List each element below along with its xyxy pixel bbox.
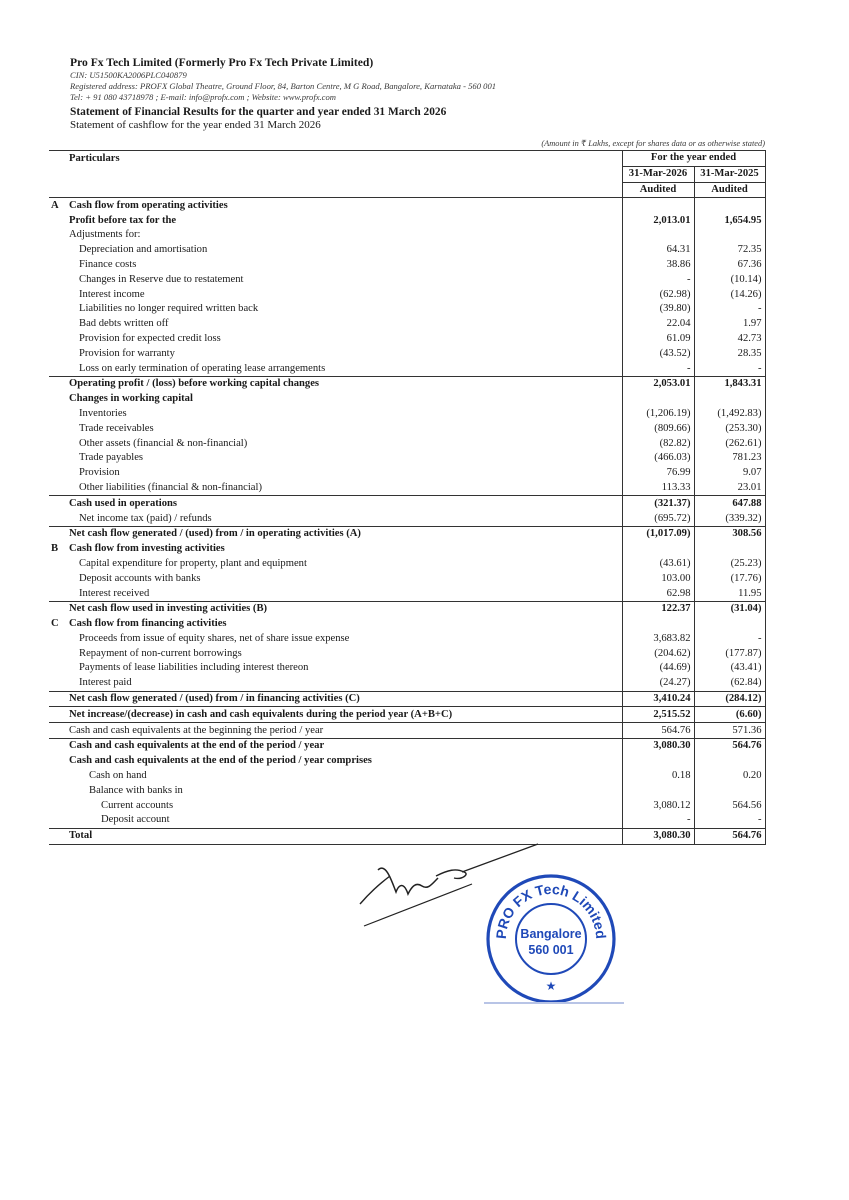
row-label: Loss on early termination of operating lease arrangements <box>79 362 326 374</box>
value-2026: 3,080.30 <box>622 739 694 754</box>
table-row <box>49 646 765 661</box>
table-row <box>49 691 765 707</box>
section-letter <box>49 287 67 302</box>
section-letter: C <box>51 618 59 630</box>
section-letter <box>49 421 67 436</box>
value-2026: (62.98) <box>622 287 694 302</box>
value-2025: 647.88 <box>694 496 765 511</box>
row-label: Cash and cash equivalents at the end of the period / year <box>67 739 622 754</box>
col2-status-header: Audited <box>694 182 765 198</box>
value-2026: (466.03) <box>622 451 694 466</box>
section-letter <box>49 646 67 661</box>
row-label: Interest paid <box>79 677 132 689</box>
table-row <box>49 571 765 586</box>
company-stamp <box>484 872 618 1006</box>
value-2025: 308.56 <box>694 526 765 541</box>
row-label: Net cash flow generated / (used) from / in operating activities (A) <box>67 526 622 541</box>
value-2026 <box>622 783 694 798</box>
row-label: Cash flow from financing activities <box>69 618 227 630</box>
table-row <box>49 272 765 287</box>
table-row <box>49 332 765 347</box>
value-2025: (43.41) <box>694 661 765 676</box>
section-letter <box>49 511 67 526</box>
table-row <box>49 451 765 466</box>
value-2026 <box>622 198 694 213</box>
value-2025 <box>694 198 765 213</box>
stamp-ring-text: PRO FX Tech Limited <box>492 880 610 940</box>
value-2026: (24.27) <box>622 676 694 691</box>
value-2026 <box>622 754 694 769</box>
row-label: Interest income <box>79 288 145 300</box>
table-status-row <box>49 182 765 198</box>
table-row <box>49 392 765 407</box>
row-label: Changes in working capital <box>69 393 193 405</box>
value-2025: 571.36 <box>694 723 765 739</box>
table-row <box>49 258 765 273</box>
row-label: Deposit account <box>101 814 170 826</box>
table-row <box>49 754 765 769</box>
value-2026: 564.76 <box>622 723 694 739</box>
cin-number: CIN: U51500KA2006PLC040879 <box>70 70 187 80</box>
col2-date-header: 31-Mar-2025 <box>694 166 765 182</box>
table-row <box>49 228 765 243</box>
value-2025: 1,843.31 <box>694 376 765 391</box>
value-2026: (1,206.19) <box>622 407 694 422</box>
table-row <box>49 617 765 632</box>
table-row <box>49 586 765 601</box>
value-2026: 3,683.82 <box>622 632 694 647</box>
value-2026: 64.31 <box>622 243 694 258</box>
value-2025: (14.26) <box>694 287 765 302</box>
stamp-pin: 560 001 <box>528 943 574 957</box>
value-2026: (44.69) <box>622 661 694 676</box>
value-2026: 2,053.01 <box>622 376 694 391</box>
value-2026: (82.82) <box>622 436 694 451</box>
value-2026: 103.00 <box>622 571 694 586</box>
section-letter <box>49 813 67 828</box>
value-2025: (25.23) <box>694 557 765 572</box>
row-label: Deposit accounts with banks <box>79 572 201 584</box>
value-2025: (339.32) <box>694 511 765 526</box>
value-2025: 23.01 <box>694 481 765 496</box>
table-row <box>49 676 765 691</box>
value-2025: (253.30) <box>694 421 765 436</box>
row-label: Finance costs <box>79 258 137 270</box>
value-2026: 38.86 <box>622 258 694 273</box>
value-2025: 28.35 <box>694 346 765 361</box>
table-row <box>49 557 765 572</box>
row-label: Payments of lease liabilities including interest thereon <box>79 662 309 674</box>
section-letter <box>49 676 67 691</box>
value-2025: 564.56 <box>694 798 765 813</box>
section-letter <box>49 376 67 391</box>
row-label: Net income tax (paid) / refunds <box>79 512 212 524</box>
value-2026: - <box>622 361 694 376</box>
section-letter <box>49 571 67 586</box>
value-2025: (62.84) <box>694 676 765 691</box>
table-row <box>49 361 765 376</box>
table-row <box>49 632 765 647</box>
section-letter <box>49 436 67 451</box>
value-2025: 42.73 <box>694 332 765 347</box>
stamp-star-icon: ★ <box>545 979 557 993</box>
cashflow-table-body <box>49 198 765 844</box>
section-letter <box>49 557 67 572</box>
section-letter: B <box>51 543 59 555</box>
col1-status-header: Audited <box>622 182 694 198</box>
section-letter <box>49 302 67 317</box>
value-2025: 564.76 <box>694 828 765 844</box>
table-row <box>49 346 765 361</box>
value-2026: (1,017.09) <box>622 526 694 541</box>
value-2026: (43.52) <box>622 346 694 361</box>
statement-title: Statement of Financial Results for the quarter and year ended 31 March 2026 <box>70 105 447 118</box>
section-letter <box>49 272 67 287</box>
table-row <box>49 798 765 813</box>
section-letter <box>49 691 67 707</box>
section-letter <box>49 601 67 616</box>
value-2026: - <box>622 272 694 287</box>
value-2025: (262.61) <box>694 436 765 451</box>
value-2026: 113.33 <box>622 481 694 496</box>
row-label: Cash flow from investing activities <box>69 543 225 555</box>
section-letter <box>49 407 67 422</box>
row-label: Cash and cash equivalents at the end of the period / year comprises <box>69 755 372 767</box>
section-letter <box>49 828 67 844</box>
value-2026: 0.18 <box>622 769 694 784</box>
table-row <box>49 739 765 754</box>
value-2025 <box>694 783 765 798</box>
table-row <box>49 243 765 258</box>
value-2026: 2,013.01 <box>622 213 694 228</box>
section-letter <box>49 317 67 332</box>
stamp-city: Bangalore <box>520 927 582 941</box>
row-label: Liabilities no longer required written back <box>79 303 259 315</box>
value-2025: 72.35 <box>694 243 765 258</box>
table-row <box>49 287 765 302</box>
section-letter <box>49 258 67 273</box>
section-letter <box>49 526 67 541</box>
row-label: Cash and cash equivalents at the beginning the period / year <box>67 723 622 739</box>
row-label: Proceeds from issue of equity shares, net of share issue expense <box>79 632 350 644</box>
value-2026: 61.09 <box>622 332 694 347</box>
value-2026: (204.62) <box>622 646 694 661</box>
table-row <box>49 707 765 723</box>
table-row <box>49 661 765 676</box>
table-row <box>49 317 765 332</box>
registered-address: Registered address: PROFX Global Theatre, Ground Floor, 84, Barton Centre, M G Road, Bangalore, Karnataka - 560 001 <box>70 81 497 92</box>
row-label: Cash flow from operating activities <box>69 199 228 211</box>
row-label: Capital expenditure for property, plant and equipment <box>79 557 307 569</box>
section-letter <box>49 754 67 769</box>
table-date-row <box>49 166 765 182</box>
value-2025: 781.23 <box>694 451 765 466</box>
table-row <box>49 542 765 557</box>
table-row <box>49 466 765 481</box>
section-letter <box>49 392 67 407</box>
value-2026: 122.37 <box>622 601 694 616</box>
value-2025 <box>694 754 765 769</box>
value-2025: 9.07 <box>694 466 765 481</box>
row-label: Cash on hand <box>89 770 147 782</box>
table-row <box>49 496 765 511</box>
value-2026: 22.04 <box>622 317 694 332</box>
value-2025: (31.04) <box>694 601 765 616</box>
value-2025: 11.95 <box>694 586 765 601</box>
amount-units-note: (Amount in ₹ Lakhs, except for shares data or as otherwise stated) <box>541 139 765 148</box>
section-letter <box>49 661 67 676</box>
row-label: Trade receivables <box>79 422 154 434</box>
row-label: Adjustments for: <box>69 229 141 241</box>
row-label: Cash used in operations <box>67 496 622 511</box>
section-letter <box>49 481 67 496</box>
value-2025: (6.60) <box>694 707 765 723</box>
value-2026: 62.98 <box>622 586 694 601</box>
value-2026: (43.61) <box>622 557 694 572</box>
statement-subtitle: Statement of cashflow for the year ended 31 March 2026 <box>70 118 321 131</box>
value-2026: (809.66) <box>622 421 694 436</box>
value-2026: (695.72) <box>622 511 694 526</box>
table-row <box>49 376 765 391</box>
table-row <box>49 481 765 496</box>
value-2026 <box>622 228 694 243</box>
row-label: Current accounts <box>101 799 174 811</box>
table-row <box>49 213 765 228</box>
row-label: Depreciation and amortisation <box>79 244 208 256</box>
value-2026: 2,515.52 <box>622 707 694 723</box>
section-letter <box>49 228 67 243</box>
value-2025 <box>694 542 765 557</box>
contact-details: Tel: + 91 080 43718978 ; E-mail: info@profx.com ; Website: www.profx.com <box>70 92 337 103</box>
row-label: Provision <box>79 467 120 479</box>
table-row <box>49 436 765 451</box>
value-2025: (284.12) <box>694 691 765 707</box>
row-label: Total <box>67 828 622 844</box>
value-2025: - <box>694 361 765 376</box>
table-row <box>49 769 765 784</box>
row-label: Other assets (financial & non-financial) <box>79 437 248 449</box>
section-letter <box>49 798 67 813</box>
value-2026: 3,080.30 <box>622 828 694 844</box>
table-row <box>49 601 765 616</box>
value-2025: (10.14) <box>694 272 765 287</box>
row-label: Trade payables <box>79 452 144 464</box>
value-2026: 3,410.24 <box>622 691 694 707</box>
value-2025 <box>694 617 765 632</box>
row-label: Provision for expected credit loss <box>79 332 221 344</box>
value-2026 <box>622 542 694 557</box>
row-label: Changes in Reserve due to restatement <box>79 273 244 285</box>
row-label: Net cash flow used in investing activities (B) <box>67 601 622 616</box>
cashflow-table <box>49 150 766 845</box>
value-2025: (17.76) <box>694 571 765 586</box>
section-letter <box>49 332 67 347</box>
section-letter <box>49 213 67 228</box>
table-row <box>49 813 765 828</box>
row-label: Provision for warranty <box>79 347 175 359</box>
row-label: Bad debts written off <box>79 318 169 330</box>
value-2025: - <box>694 632 765 647</box>
table-row <box>49 511 765 526</box>
row-label: Repayment of non-current borrowings <box>79 647 242 659</box>
row-label: Net increase/(decrease) in cash and cash equivalents during the period year (A+B+C) <box>67 707 622 723</box>
row-label: Operating profit / (loss) before working capital changes <box>67 376 622 391</box>
value-2025: 1.97 <box>694 317 765 332</box>
value-2026: 3,080.12 <box>622 798 694 813</box>
row-label: Profit before tax for the <box>69 214 177 226</box>
value-2026: 76.99 <box>622 466 694 481</box>
section-letter <box>49 723 67 739</box>
value-2025: - <box>694 813 765 828</box>
section-letter <box>49 243 67 258</box>
section-letter <box>49 739 67 754</box>
value-2025 <box>694 392 765 407</box>
section-letter <box>49 769 67 784</box>
table-row <box>49 783 765 798</box>
value-2025: 1,654.95 <box>694 213 765 228</box>
value-2025: (1,492.83) <box>694 407 765 422</box>
row-label: Net cash flow generated / (used) from / in financing activities (C) <box>67 691 622 707</box>
section-letter <box>49 361 67 376</box>
value-2026 <box>622 617 694 632</box>
table-row <box>49 407 765 422</box>
table-row <box>49 302 765 317</box>
table-header-row <box>49 151 765 167</box>
table-row <box>49 723 765 739</box>
value-2026: (39.80) <box>622 302 694 317</box>
section-letter: A <box>51 199 59 211</box>
section-letter <box>49 783 67 798</box>
section-letter <box>49 632 67 647</box>
table-row <box>49 198 765 213</box>
table-row <box>49 421 765 436</box>
value-2026: (321.37) <box>622 496 694 511</box>
value-2026 <box>622 392 694 407</box>
value-2025: 67.36 <box>694 258 765 273</box>
value-2025: - <box>694 302 765 317</box>
particulars-header: Particulars <box>67 151 622 167</box>
value-2025: (177.87) <box>694 646 765 661</box>
value-2026: - <box>622 813 694 828</box>
row-label: Balance with banks in <box>89 784 183 796</box>
value-2025 <box>694 228 765 243</box>
row-label: Other liabilities (financial & non-financial) <box>79 481 262 493</box>
value-2025: 0.20 <box>694 769 765 784</box>
table-row <box>49 526 765 541</box>
row-label: Inventories <box>79 407 127 419</box>
row-label: Interest received <box>79 587 150 599</box>
section-letter <box>49 451 67 466</box>
section-letter <box>49 346 67 361</box>
company-name: Pro Fx Tech Limited (Formerly Pro Fx Tech Private Limited) <box>70 56 374 69</box>
value-2025: 564.76 <box>694 739 765 754</box>
col1-date-header: 31-Mar-2026 <box>622 166 694 182</box>
section-letter <box>49 496 67 511</box>
stamp-underline <box>484 1002 624 1004</box>
section-letter <box>49 707 67 723</box>
section-letter <box>49 466 67 481</box>
document-header <box>70 56 770 132</box>
section-letter <box>49 586 67 601</box>
period-header: For the year ended <box>622 151 765 167</box>
